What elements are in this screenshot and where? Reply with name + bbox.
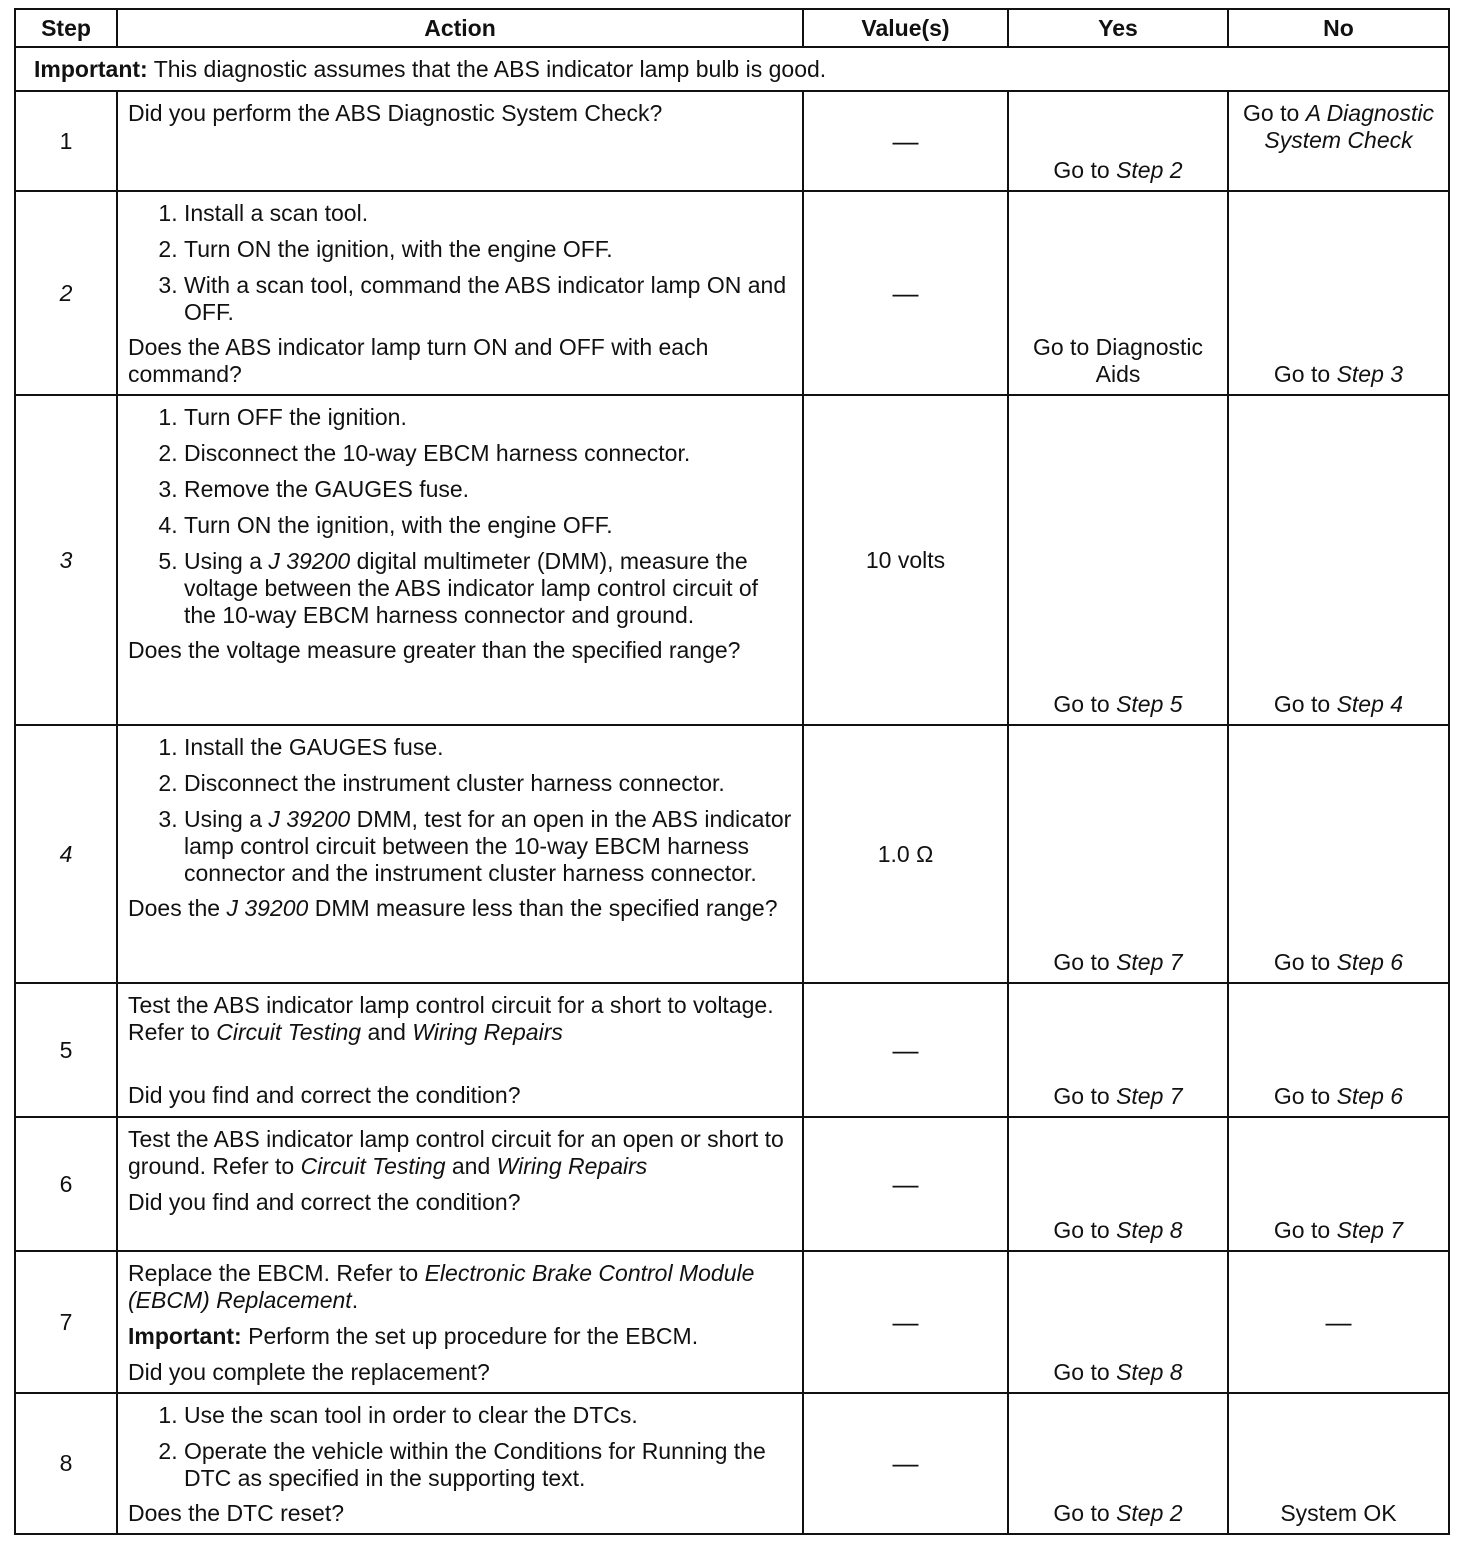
step-instructions — [128, 200, 792, 326]
no-prefix: Go to — [1273, 361, 1337, 387]
step-action — [117, 1251, 803, 1393]
table-row — [15, 1393, 1449, 1534]
yes-cell — [1008, 1393, 1228, 1534]
header-yes: Yes — [1008, 9, 1228, 47]
reference-link: Electronic Brake Control Module (EBCM) Replacement — [128, 1260, 755, 1313]
no-prefix: Go to — [1273, 1217, 1337, 1243]
yes-step-ref: Step 8 — [1116, 1217, 1183, 1243]
step-value: 10 volts — [803, 395, 1008, 725]
step-number: 4 — [15, 725, 117, 983]
yes-step-ref: Step 7 — [1116, 949, 1183, 975]
no-cell — [1228, 395, 1449, 725]
diagnostic-page — [14, 8, 1448, 1535]
table-row — [15, 395, 1449, 725]
yes-step-ref: Step 8 — [1116, 1359, 1183, 1385]
important-text: This diagnostic assumes that the ABS indicator lamp bulb is good. — [147, 55, 827, 82]
no-cell — [1228, 983, 1449, 1117]
instruction-item: 1. Turn OFF the ignition. — [184, 404, 792, 431]
step-number: 6 — [15, 1117, 117, 1251]
important-row — [15, 47, 1449, 91]
step-number: 5 — [15, 983, 117, 1117]
no-prefix: Go to — [1243, 100, 1306, 126]
yes-prefix: Go to — [1053, 1083, 1117, 1109]
instruction-item: 3. With a scan tool, command the ABS indicator lamp ON and OFF. — [184, 272, 792, 326]
important-note — [15, 47, 1449, 91]
yes-cell — [1008, 395, 1228, 725]
header-action: Action — [117, 9, 803, 47]
step-action — [117, 725, 803, 983]
step-action — [117, 91, 803, 191]
table-row — [15, 1251, 1449, 1393]
step-number: 7 — [15, 1251, 117, 1393]
step-number: 1 — [15, 91, 117, 191]
instruction-text: Using a — [184, 806, 269, 832]
instruction-item: 4. Turn ON the ignition, with the engine OFF. — [184, 512, 792, 539]
no-step-ref: Step 6 — [1336, 949, 1404, 975]
no-prefix: Go to — [1273, 691, 1337, 717]
no-cell — [1228, 91, 1449, 191]
reference-link: Circuit Testing — [300, 1153, 446, 1179]
important-label: Important: — [128, 1323, 242, 1349]
step-instructions — [128, 404, 792, 629]
yes-prefix: Go to — [1053, 1217, 1117, 1243]
action-text: . — [351, 1287, 359, 1313]
tool-ref: J 39200 — [226, 895, 309, 921]
instruction-text: DMM, test for an open in the ABS indicator lamp control circuit between the 10-way EBCM harness connector and the instrument cluster harness connector. — [184, 806, 792, 886]
instruction-text: Using a — [184, 548, 269, 574]
step-action — [117, 1117, 803, 1251]
action-text: Replace the EBCM. Refer to — [128, 1260, 425, 1286]
action-text: and — [445, 1153, 497, 1179]
table-row — [15, 191, 1449, 395]
instruction-item: 2. Operate the vehicle within the Conditions for Running the DTC as specified in the supporting text. — [184, 1438, 792, 1492]
reference-link: Wiring Repairs — [412, 1019, 563, 1045]
important-label: Important: — [34, 55, 148, 82]
instruction-item: 3. Remove the GAUGES fuse. — [184, 476, 792, 503]
table-row — [15, 725, 1449, 983]
step-question: Did you perform the ABS Diagnostic System Check? — [128, 100, 663, 126]
tool-ref: J 39200 — [268, 548, 351, 574]
step-value: 1.0 Ω — [803, 725, 1008, 983]
step-value: — — [803, 91, 1008, 191]
instruction-item: 1. Use the scan tool in order to clear the DTCs. — [184, 1402, 792, 1429]
instruction-item: 2. Turn ON the ignition, with the engine OFF. — [184, 236, 792, 263]
no-step-ref: A Diagnostic System Check — [1264, 100, 1434, 153]
step-value: — — [803, 983, 1008, 1117]
no-step-ref: Step 3 — [1336, 361, 1404, 387]
no-cell: System OK — [1228, 1393, 1449, 1534]
reference-link: Wiring Repairs — [496, 1153, 648, 1179]
yes-cell — [1008, 1117, 1228, 1251]
no-cell — [1228, 191, 1449, 395]
table-row — [15, 983, 1449, 1117]
no-prefix: Go to — [1273, 949, 1337, 975]
step-question: Did you find and correct the condition? — [128, 1082, 521, 1108]
no-cell — [1228, 1117, 1449, 1251]
yes-cell: Go to Diagnostic Aids — [1008, 191, 1228, 395]
yes-cell — [1008, 91, 1228, 191]
yes-cell — [1008, 725, 1228, 983]
step-question — [128, 895, 792, 922]
yes-cell — [1008, 1251, 1228, 1393]
step-important — [128, 1323, 792, 1350]
question-text: Does the — [128, 895, 227, 921]
step-number: 3 — [15, 395, 117, 725]
question-text: DMM measure less than the specified range? — [308, 895, 778, 921]
step-text — [128, 1126, 792, 1180]
instruction-text: digital multimeter (DMM), measure the voltage between the ABS indicator lamp control circuit of the 10-way EBCM harness connector and ground. — [184, 548, 759, 628]
header-values: Value(s) — [803, 9, 1008, 47]
instruction-item — [184, 548, 792, 629]
action-text: and — [361, 1019, 413, 1045]
step-action — [117, 1393, 803, 1534]
step-action — [117, 983, 803, 1117]
yes-step-ref: Step 5 — [1116, 691, 1183, 717]
instruction-item: 1. Install a scan tool. — [184, 200, 792, 227]
step-action — [117, 191, 803, 395]
no-step-ref: Step 7 — [1336, 1217, 1404, 1243]
diagnostic-table — [14, 8, 1450, 1535]
yes-prefix: Go to — [1053, 157, 1117, 183]
instruction-item: 2. Disconnect the instrument cluster harness connector. — [184, 770, 792, 797]
step-value: — — [803, 191, 1008, 395]
no-prefix: Go to — [1273, 1083, 1337, 1109]
no-cell — [1228, 725, 1449, 983]
step-number: 8 — [15, 1393, 117, 1534]
yes-prefix: Go to — [1053, 949, 1117, 975]
yes-cell — [1008, 983, 1228, 1117]
step-text — [128, 1260, 792, 1314]
step-question: Did you complete the replacement? — [128, 1359, 490, 1385]
tool-ref: J 39200 — [268, 806, 351, 832]
header-step: Step — [15, 9, 117, 47]
yes-prefix: Go to — [1053, 1500, 1117, 1526]
table-row — [15, 1117, 1449, 1251]
action-text: Test the ABS indicator lamp control circuit for a short to voltage. Refer to — [128, 992, 774, 1045]
header-row — [15, 9, 1449, 47]
table-row — [15, 91, 1449, 191]
step-text — [128, 992, 792, 1046]
instruction-item: 2. Disconnect the 10-way EBCM harness connector. — [184, 440, 792, 467]
step-value: — — [803, 1393, 1008, 1534]
step-instructions — [128, 1402, 792, 1492]
no-step-ref: Step 4 — [1336, 691, 1404, 717]
instruction-item: 1. Install the GAUGES fuse. — [184, 734, 792, 761]
yes-step-ref: Step 2 — [1116, 157, 1183, 183]
yes-step-ref: Step 2 — [1116, 1500, 1183, 1526]
step-question: Did you find and correct the condition? — [128, 1189, 521, 1215]
step-action — [117, 395, 803, 725]
step-instructions — [128, 734, 792, 887]
action-text: Test the ABS indicator lamp control circuit for an open or short to ground. Refer to — [128, 1126, 784, 1179]
yes-prefix: Go to — [1053, 691, 1117, 717]
no-step-ref: Step 6 — [1336, 1083, 1404, 1109]
step-number: 2 — [15, 191, 117, 395]
step-question: Does the ABS indicator lamp turn ON and OFF with each command? — [128, 334, 709, 387]
step-question: Does the voltage measure greater than the specified range? — [128, 637, 741, 663]
yes-prefix: Go to — [1053, 1359, 1117, 1385]
important-text: Perform the set up procedure for the EBCM. — [241, 1323, 699, 1349]
step-question: Does the DTC reset? — [128, 1500, 345, 1526]
reference-link: Circuit Testing — [216, 1019, 362, 1045]
instruction-item — [184, 806, 792, 887]
yes-step-ref: Step 7 — [1116, 1083, 1183, 1109]
header-no: No — [1228, 9, 1449, 47]
no-cell: — — [1228, 1251, 1449, 1393]
step-value: — — [803, 1251, 1008, 1393]
step-value: — — [803, 1117, 1008, 1251]
